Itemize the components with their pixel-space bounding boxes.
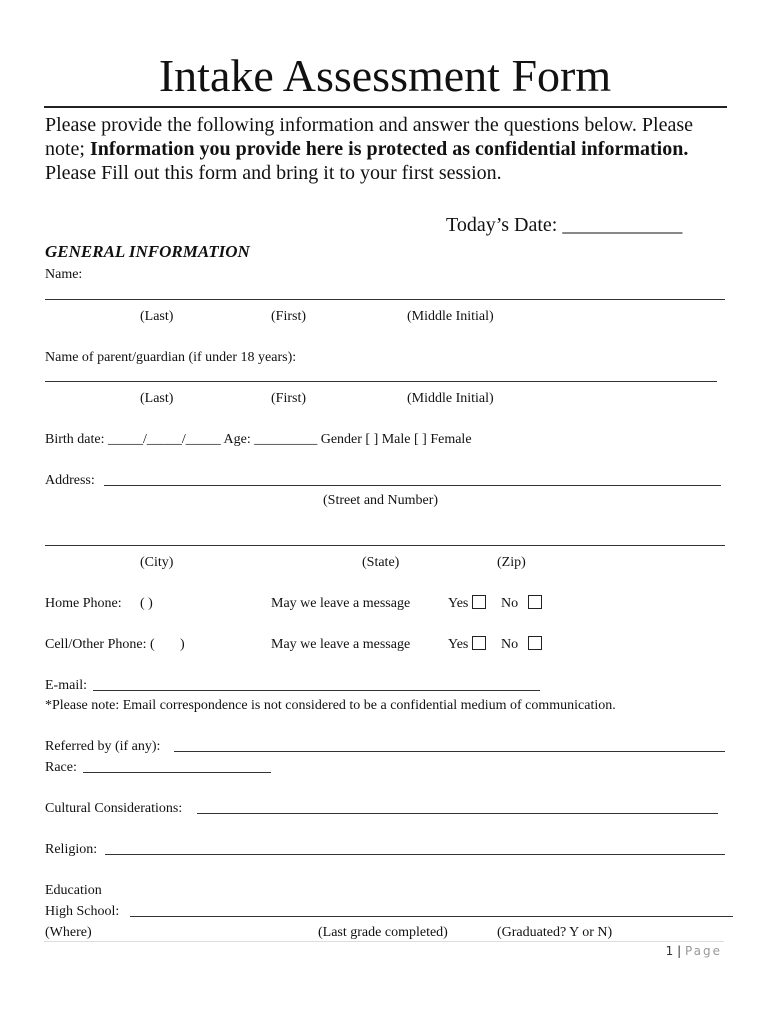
email-label: E-mail: bbox=[45, 678, 87, 693]
name-input-line[interactable] bbox=[45, 299, 725, 300]
name-sub-middle: (Middle Initial) bbox=[407, 309, 494, 324]
address-sub-zip: (Zip) bbox=[497, 555, 526, 570]
page-number: 1 bbox=[665, 944, 674, 958]
name-sub-last: (Last) bbox=[140, 309, 174, 324]
home-phone-area-code[interactable]: ( ) bbox=[140, 596, 153, 611]
birth-age-gender-row[interactable]: Birth date: _____/_____/_____ Age: _________ Gender [ ] Male [ ] Female bbox=[45, 432, 472, 447]
intro-line-2-plain: note; bbox=[45, 138, 90, 160]
home-phone-no-option[interactable] bbox=[501, 595, 542, 613]
high-school-sub-graduated: (Graduated? Y or N) bbox=[497, 925, 613, 940]
education-label: Education bbox=[45, 883, 102, 898]
home-phone-message-question: May we leave a message bbox=[271, 596, 411, 611]
home-phone-no-checkbox[interactable] bbox=[528, 595, 542, 609]
guardian-sub-first: (First) bbox=[271, 391, 306, 406]
cell-phone-yes-option[interactable] bbox=[448, 636, 486, 654]
intro-paragraph bbox=[45, 113, 735, 185]
address-sub-city: (City) bbox=[140, 555, 174, 570]
intro-line-2 bbox=[45, 137, 735, 161]
cultural-considerations-input-line[interactable] bbox=[197, 813, 718, 814]
home-phone-yes-label: Yes bbox=[448, 596, 469, 611]
cell-phone-no-label: No bbox=[501, 637, 519, 652]
home-phone-yes-option[interactable] bbox=[448, 595, 486, 613]
address-sub-state: (State) bbox=[362, 555, 400, 570]
email-confidentiality-note: *Please note: Email correspondence is not considered to be a confidential medium of communication. bbox=[45, 698, 616, 713]
address-street-line[interactable] bbox=[104, 485, 721, 486]
page-footer bbox=[666, 944, 722, 958]
page-word: Page bbox=[684, 944, 722, 958]
cell-phone-no-checkbox[interactable] bbox=[528, 636, 542, 650]
cell-phone-label: Cell/Other Phone: ( bbox=[45, 637, 155, 652]
name-label: Name: bbox=[45, 267, 83, 282]
confidentiality-notice: Information you provide here is protected as confidential information. bbox=[90, 138, 689, 160]
guardian-label: Name of parent/guardian (if under 18 years): bbox=[45, 350, 297, 365]
address-label: Address: bbox=[45, 473, 95, 488]
referred-input-line[interactable] bbox=[174, 751, 725, 752]
form-title: Intake Assessment Form bbox=[158, 50, 612, 101]
home-phone-yes-checkbox[interactable] bbox=[472, 595, 486, 609]
title-divider bbox=[44, 106, 727, 108]
cell-phone-message-question: May we leave a message bbox=[271, 637, 411, 652]
high-school-sub-where: (Where) bbox=[45, 925, 92, 940]
footer-divider bbox=[44, 941, 724, 942]
referred-label: Referred by (if any): bbox=[45, 739, 161, 754]
address-sub-street: (Street and Number) bbox=[323, 493, 439, 508]
guardian-sub-last: (Last) bbox=[140, 391, 174, 406]
cell-phone-yes-checkbox[interactable] bbox=[472, 636, 486, 650]
email-input-line[interactable] bbox=[93, 690, 540, 691]
home-phone-label: Home Phone: bbox=[45, 596, 122, 611]
religion-input-line[interactable] bbox=[105, 854, 725, 855]
high-school-input-line[interactable] bbox=[130, 916, 733, 917]
address-city-line[interactable] bbox=[45, 545, 725, 546]
home-phone-no-label: No bbox=[501, 596, 519, 611]
race-input-line[interactable] bbox=[83, 772, 271, 773]
guardian-sub-middle: (Middle Initial) bbox=[407, 391, 494, 406]
cultural-considerations-label: Cultural Considerations: bbox=[45, 801, 183, 816]
guardian-input-line[interactable] bbox=[45, 381, 717, 382]
cell-phone-no-option[interactable] bbox=[501, 636, 542, 654]
cell-phone-yes-label: Yes bbox=[448, 637, 469, 652]
race-label: Race: bbox=[45, 760, 77, 775]
page-separator: | bbox=[677, 944, 682, 958]
section-title-general-information: GENERAL INFORMATION bbox=[45, 242, 250, 261]
cell-phone-paren-close[interactable]: ) bbox=[180, 637, 185, 652]
todays-date-field[interactable]: Today’s Date: ____________ bbox=[446, 214, 683, 236]
high-school-label: High School: bbox=[45, 904, 120, 919]
intro-line-1: Please provide the following information and answer the questions below. Please bbox=[45, 114, 693, 136]
intro-line-3: Please Fill out this form and bring it to your first session. bbox=[45, 162, 502, 184]
high-school-sub-last-grade: (Last grade completed) bbox=[318, 925, 448, 940]
name-sub-first: (First) bbox=[271, 309, 306, 324]
religion-label: Religion: bbox=[45, 842, 98, 857]
